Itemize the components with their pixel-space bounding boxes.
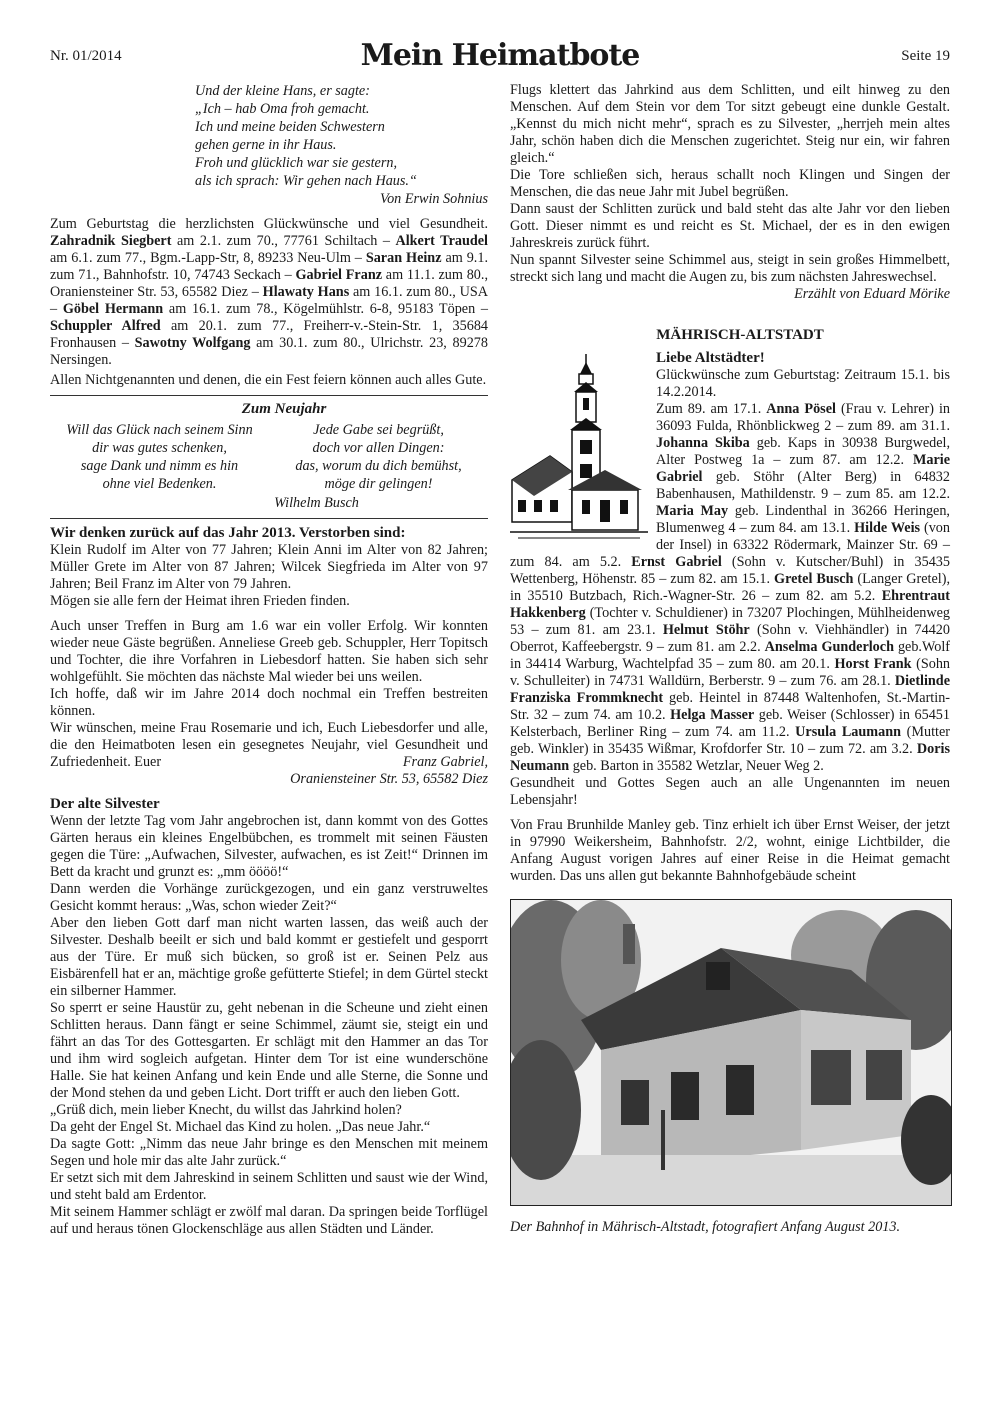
neujahr-poem: [50, 421, 488, 493]
birthday-name: Helmut Stöhr: [662, 622, 750, 638]
poem-line: doch vor allen Dingen:: [312, 440, 445, 456]
birthday-intro: Glückwünsche zum Geburtstag: Zeitraum 15.1. bis 14.2.2014.: [656, 367, 950, 400]
birthday-name: Helga Masser: [670, 707, 755, 723]
poem-line: gehen gerne in ihr Haus.: [195, 137, 337, 153]
birthday-details: (Frau v. Lehrer) in 36093 Fulda, Rhönblickweg 2 – zum 89. am 31.1.: [656, 401, 950, 434]
photo-caption: Der Bahnhof in Mährisch-Altstadt, fotografiert Anfang August 2013.: [510, 1219, 901, 1235]
birthday-details: (Sohn v. Kutscher/Buhl) in 35435 Wettenberg, Höhenstr. 85 – zum 82. am 15.1.: [510, 554, 950, 587]
birthday-name: Ernst Gabriel: [631, 554, 722, 570]
birthday-name: Saran Heinz: [365, 250, 442, 266]
birthday-name: Zahradnik Siegbert: [50, 233, 172, 249]
story-author: Erzählt von Eduard Mörike: [794, 286, 950, 302]
poem-line: sage Dank und nimm es hin: [80, 458, 239, 474]
birthday-name: Doris Neumann: [510, 741, 950, 774]
treffen-paragraph: Ich hoffe, daß wir im Jahre 2014 doch nochmal ein Treffen bestreiten können.: [50, 686, 488, 719]
story-paragraph: Nun spannt Silvester seine Schimmel aus, steigt in sein großes Himmelbett, streckt sich lang und macht die Augen zu, bis zum nächsten Jahreswechsel.: [510, 252, 950, 285]
birthday-name: Sawotny Wolfgang: [134, 335, 251, 351]
section-title: MÄHRISCH-ALTSTADT: [656, 327, 824, 343]
birthday-details: (Tochter v. Schuldiener) in 73207 Plochingen, Mühlheidenweg 53 – zum 81. am 23.1.: [510, 605, 950, 638]
silvester-paragraph: Er setzt sich mit dem Jahreskind in seinem Schlitten und saust wie der Wind, und steht bald am Erdentor.: [50, 1170, 488, 1203]
page-number: Seite 19: [901, 48, 950, 64]
birthday-name: Dietlinde Franziska Frommknecht: [510, 673, 950, 706]
poem-line: ohne viel Bedenken.: [102, 476, 217, 492]
poem-line: Ich und meine beiden Schwestern: [195, 119, 385, 135]
deaths-text: Klein Rudolf im Alter von 77 Jahren; Klein Anni im Alter von 82 Jahren; Müller Grete im Alter von 87 Jahren; Wilcek Siegfrieda im Alter von 97 Jahren; Beil Franz im Alter von 79 Jahren.: [50, 542, 488, 592]
silvester-paragraph: Da sagte Gott: „Nimm das neue Jahr bringe es den Menschen mit meinem Segen und hole mir das alte Jahr zurück.“: [50, 1136, 488, 1169]
treffen-paragraph: [50, 720, 488, 771]
birthday-name: Hlawaty Hans: [262, 284, 350, 300]
poem-line: Jede Gabe sei begrüßt,: [313, 422, 444, 438]
train-station-photo: [510, 899, 952, 1206]
birthday-name: Alkert Traudel: [395, 233, 488, 249]
blessing-text: Gesundheit und Gottes Segen auch an alle Ungenannten im neuen Lebensjahr!: [510, 775, 950, 808]
silvester-paragraph: Da geht der Engel St. Michael das Kind zu holen. „Das neue Jahr.“: [50, 1119, 431, 1135]
birthday-details: am 16.1. zum 80., USA –: [50, 284, 488, 317]
signature-name: Franz Gabriel,: [402, 754, 488, 770]
masthead-title: Mein Heimatbote: [360, 38, 640, 73]
deaths-wish: Mögen sie alle fern der Heimat ihren Frieden finden.: [50, 593, 350, 609]
birthday-details: geb. Barton in 35582 Wetzlar, Neuer Weg 2.: [569, 758, 824, 774]
silvester-paragraph: So sperrt er seine Haustür zu, geht nebenan in die Scheune und zieht einen Schlitten heraus. Dann fängt er seine Schimmel, zäumt sie, steigt ein und fährt an das Tor des Gottesgarten. Er schlägt mit den Hammer an das Tor und ihm wird sogleich aufgetan. Hinter dem Tor ist eine wunderschöne Halle. Sie hat keinen Anfang und kein Ende und alle Sterne, die Sonne und der Mond stehen da und geben Licht. Dort trifft er auch den lieben Gott.: [50, 1000, 488, 1101]
issue-number: Nr. 01/2014: [50, 48, 122, 64]
poem-author: Von Erwin Sohnius: [380, 191, 488, 207]
poem-line: das, worum du dich bemühst,: [295, 458, 462, 474]
greeting-heading: Liebe Altstädter!: [656, 350, 765, 366]
birthday-name: Hilde Weis: [854, 520, 921, 536]
church-illustration: [510, 352, 648, 546]
birthday-name: Horst Frank: [834, 656, 912, 672]
treffen-paragraph: Auch unser Treffen in Burg am 1.6 war ein voller Erfolg. Wir konnten wieder neue Gäste begrüßen. Anneliese Greeb geb. Schuppler, Herr Topitsch und Tochter, die ihre Vorfahren in Liebesdorf hatten. Sie haben sich sehr wohlgefühlt. Sie möchten das nächste Mal wieder bei uns weilen.: [50, 618, 488, 685]
birthday-details: (von der Insel) in 63322 Rödermark, Mainzer Str. 69 – zum 84. am 5.2.: [510, 520, 950, 570]
neujahr-title: Zum Neujahr: [241, 401, 327, 417]
silvester-paragraph: „Grüß dich, mein lieber Knecht, du willst das Jahrkind holen?: [50, 1102, 402, 1118]
poem-line: dir was gutes schenken,: [92, 440, 227, 456]
birthday-details: am 2.1. zum 70., 77761 Schiltach –: [171, 233, 396, 249]
neujahr-author: Wilhelm Busch: [274, 495, 359, 511]
birthday-name: Johanna Skiba: [656, 435, 750, 451]
story-paragraph: Dann saust der Schlitten zurück und bald steht das alte Jahr vor den lieben Gott. Dieser nimmt es und reicht es St. Michael, der es in den ewigen Jahreskreis zurück führt.: [510, 201, 950, 251]
manley-paragraph: Von Frau Brunhilde Manley geb. Tinz erhielt ich über Ernst Weiser, der jetzt in 97990 Weikersheim, Bahnhofstr. 2/2, wohnt, einige Lichtbilder, die Anfang August vorigen Jahres auf einer Reise in die Heimat gemacht wurden. Das uns allen gut bekannte Bahnhofgebäude scheint: [510, 817, 950, 884]
birthday-details: (Langer Gretel), in 35510 Butzbach, Rich.-Wagner-Str. 26 – zum 82. am 5.2.: [510, 571, 950, 604]
birthday-name: Gabriel Franz: [295, 267, 383, 283]
birthday-name: Maria May: [656, 503, 729, 519]
birthday-name: Göbel Hermann: [62, 301, 164, 317]
birthday-name: Anselma Gunderloch: [764, 639, 894, 655]
birthday-details: geb. Stöhr (Alter Berg) in 64832 Babenhausen, Mathildenstr. 9 – zum 85. am 12.2.: [656, 469, 950, 502]
birthday-details: geb. Heintel in 87448 Waltenhofen, St.-Martin-Str. 32 – zum 74. am 10.2.: [510, 690, 951, 723]
left-column: [50, 82, 488, 1238]
poem-line: als ich sprach: Wir gehen nach Haus.“: [195, 173, 417, 189]
poem-line: „Ich – hab Oma froh gemacht.: [195, 101, 370, 117]
signature-address: Oraniensteiner Str. 53, 65582 Diez: [290, 771, 488, 787]
page-header: [50, 38, 950, 74]
birthday-details: geb. Weiser (Schlosser) in 65451 Kelsterbach, Berliner Ring – zum 74. am 11.2.: [510, 707, 950, 740]
birthday-details: geb. Kaps in 30938 Burgwedel, Alter Postweg 1a – zum 87. am 12.2.: [656, 435, 950, 468]
deaths-heading: Wir denken zurück auf das Jahr 2013. Verstorben sind:: [50, 525, 406, 541]
birthday-details: am 6.1. zum 77., Bgm.-Lapp-Str, 8, 89233 Neu-Ulm –: [50, 250, 366, 266]
birthday-outro: Allen Nichtgenannten und denen, die ein Fest feiern können auch alles Gute.: [50, 372, 487, 388]
silvester-paragraph: Aber den lieben Gott darf man nicht warten lassen, das weiß auch der Silvester. Deshalb beeilt er sich und bald kommt er gestiefelt und gesporrt aus der Türe. Er muß sich bücken, so groß ist er. Seinen Pelz aus Eisbärenfell hat er an, mächtige große gefütterte Stiefel; in dem Gürtel steckt ein silberner Hammer.: [50, 915, 488, 999]
birthday-details: am 20.1. zum 77., Freiherr-v.-Stein-Str. 1, 35684 Fronhausen –: [50, 318, 489, 351]
poem-line: Froh und glücklich war sie gestern,: [195, 155, 398, 171]
birthday-name: Ehrentraut Hakkenberg: [510, 588, 950, 621]
silvester-paragraph: Mit seinem Hammer schlägt er zwölf mal daran. Da springen beide Torflügel auf und heraus tönen Glockenschläge aus allen Städten und Länder.: [50, 1204, 488, 1237]
birthday-details: (Sohn v. Schulleiter) in 74731 Walldürn, Berberstr. 9 – zum 76. am 28.1.: [510, 656, 951, 689]
poem-line: möge dir gelingen!: [324, 476, 433, 492]
greeting-text: Wir wünschen, meine Frau Rosemarie und ich, Euch Liebesdorfer und alle, die den Heimatboten lesen ein gesegnetes Neujahr, viel Gesundheit und Zufriedenheit. Euer: [50, 720, 488, 770]
birthday-name: Anna Pösel: [766, 401, 836, 417]
silvester-heading: Der alte Silvester: [50, 796, 160, 812]
neujahr-poem-right: [269, 421, 488, 493]
neujahr-poem-left: [50, 421, 269, 493]
poem-line: Will das Glück nach seinem Sinn: [66, 422, 253, 438]
birthday-details: am 30.1. zum 80., Ulrichstr. 23, 89278 Nersingen.: [50, 335, 488, 368]
birthday-name: Schuppler Alfred: [50, 318, 161, 334]
birthday-details: (Mutter geb. Winkler) in 35435 Wißmar, Krofdorfer Str. 10 – zum 72. am 3.2.: [510, 724, 950, 757]
birthday-details: am 9.1. zum 71., Bahnhofstr. 10, 74743 Seckach –: [50, 250, 488, 283]
silvester-paragraph: Dann werden die Vorhänge zurückgezogen, und ein ganz verstruweltes Gesicht kommt heraus: „Was, schon wieder Zeit?“: [50, 881, 488, 914]
entry-prefix: Zum 89. am 17.1.: [656, 401, 767, 417]
birthday-name: Marie Gabriel: [656, 452, 950, 485]
birthday-details: (Sohn v. Viehhändler) in 74420 Oberrot, Kaffeebergstr. 9 – zum 81. am 2.2.: [510, 622, 950, 655]
story-paragraph: Die Tore schließen sich, heraus schallt noch Klingen und Singen der Menschen, die das neue Jahr mit Jubel begrüßen.: [510, 167, 950, 200]
birthday-details: am 16.1. zum 78., Kögelmühlstr. 6-8, 95183 Töpen –: [163, 301, 489, 317]
right-column: [510, 82, 950, 1236]
divider: [50, 395, 488, 396]
birthday-details: am 11.1. zum 80., Oraniensteiner Str. 53, 65582 Diez –: [50, 267, 488, 300]
birthday-name: Ursula Laumann: [795, 724, 901, 740]
birthday-details: geb. Lindenthal in 36266 Heringen, Blumenweg 4 – zum 84. am 13.1.: [656, 503, 950, 536]
birthday-details: geb.Wolf in 34414 Warburg, Wachtelpfad 35 – zum 80. am 20.1.: [510, 639, 950, 672]
poem-kleiner-hans: [195, 82, 488, 208]
silvester-paragraph: Wenn der letzte Tag vom Jahr angebrochen ist, dann kommt von des Gottes Gärten heraus ein kleines Engelbübchen, es trommelt mit seinen Fäusten gegen die Türe: „Aufwachen, Silvester, aufwachen, es ist Zeit!“ Drinnen im Bett da kracht und grunzt es: „mm öööö!“: [50, 813, 488, 880]
poem-line: Und der kleine Hans, er sagte:: [195, 83, 370, 99]
story-paragraph: Flugs klettert das Jahrkind aus dem Schlitten, und eilt hinweg zu den Menschen. Auf dem Stein vor dem Tor sitzt gebeugt eine dunkle Gestalt. „Kennst du mich nicht mehr“, sprach es zu Silvester, „herrjeh mein altes Jahr, schön haben dich die Menschen zugerichtet. Steig nur ein, wir fahren gleich.“: [510, 82, 950, 166]
birthday-name: Gretel Busch: [774, 571, 854, 587]
birthday-paragraph: [50, 216, 488, 369]
birthday-intro: Zum Geburtstag die herzlichsten Glückwünsche und viel Gesundheit.: [50, 216, 488, 232]
divider: [50, 518, 488, 519]
